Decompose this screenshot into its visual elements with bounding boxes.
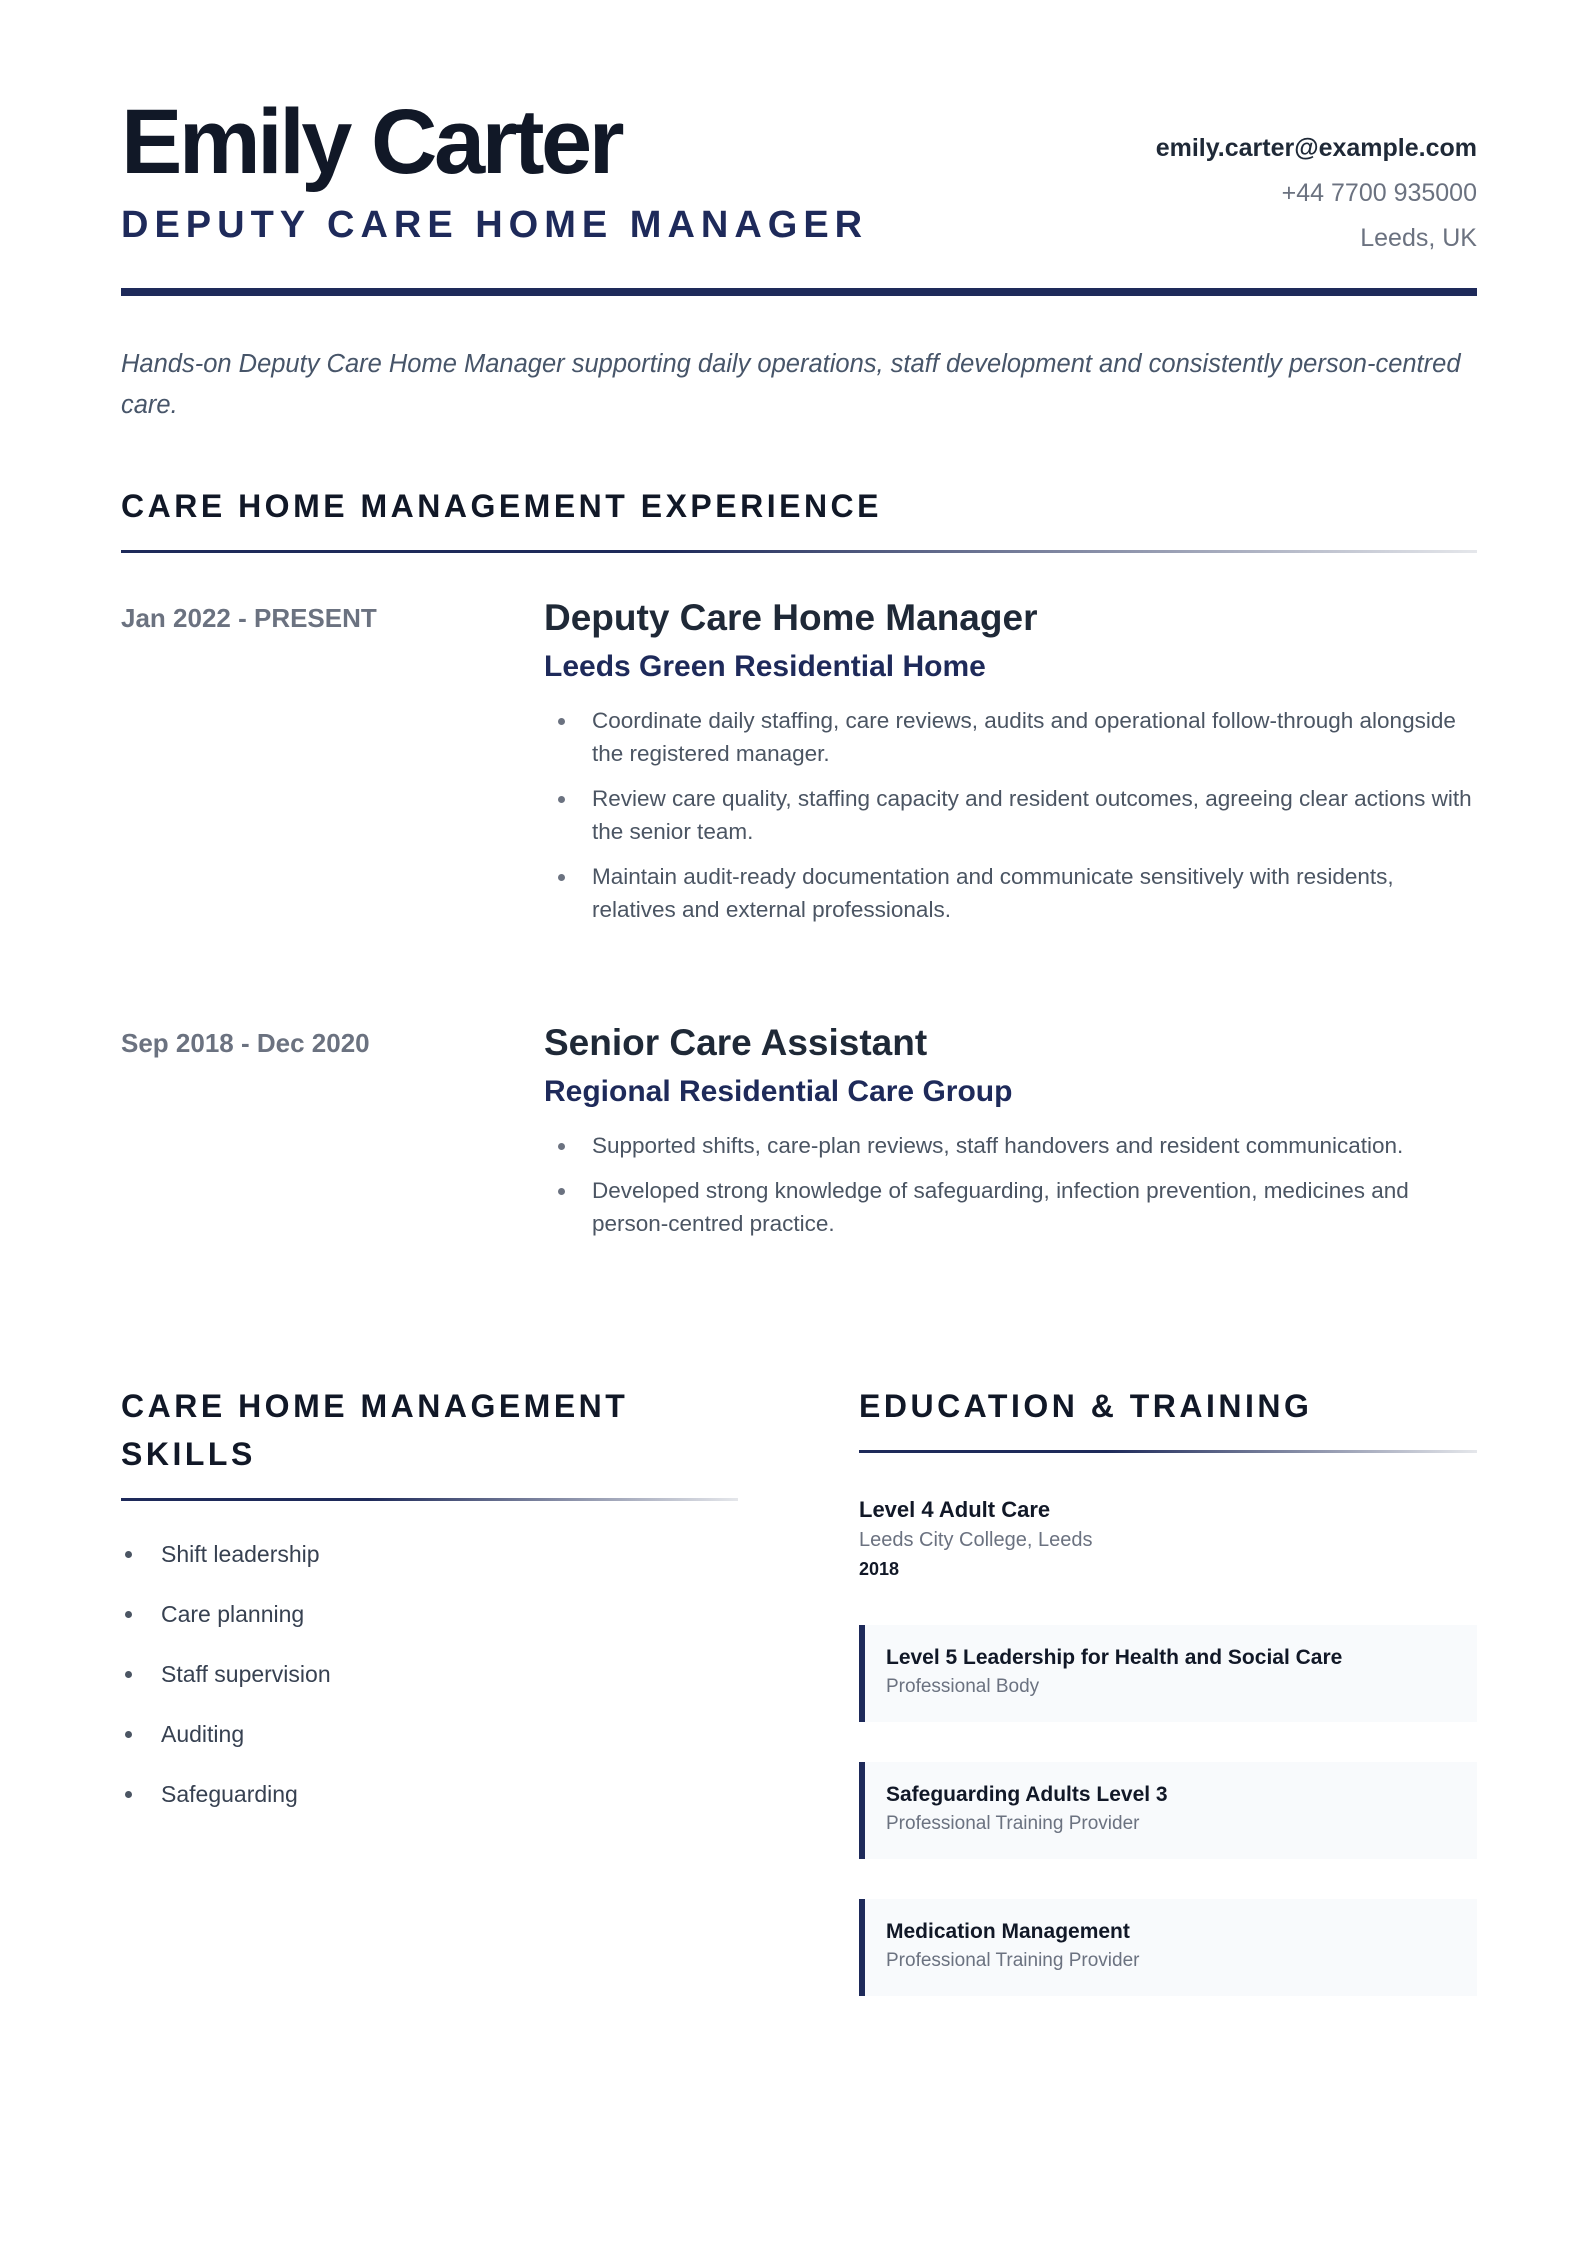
job-bullet: Developed strong knowledge of safeguarding, infection prevention, medicines and person-centred practice.	[544, 1174, 1477, 1240]
skill-item: Staff supervision	[121, 1657, 738, 1717]
certification-issuer: Professional Training Provider	[886, 1813, 1140, 1834]
certification-title: Safeguarding Adults Level 3	[886, 1783, 1168, 1806]
certification-issuer: Professional Training Provider	[886, 1950, 1140, 1971]
job-title: Deputy Care Home Manager	[544, 597, 1038, 638]
job-company: Leeds Green Residential Home	[544, 650, 986, 683]
certification-title: Level 5 Leadership for Health and Social Care	[886, 1646, 1343, 1669]
contact-email[interactable]: emily.carter@example.com	[1155, 134, 1477, 162]
job-bullets	[544, 1129, 1477, 1240]
skills-section	[121, 1382, 738, 1837]
education-section	[859, 1382, 1477, 1996]
experience-section	[121, 482, 1477, 1236]
job-bullets	[544, 704, 1477, 926]
skill-item: Safeguarding	[121, 1777, 738, 1837]
job-bullet: Supported shifts, care-plan reviews, staff handovers and resident communication.	[544, 1129, 1477, 1162]
certification-card	[859, 1762, 1477, 1859]
job-dates: Jan 2022 - PRESENT	[121, 603, 377, 633]
skills-divider	[121, 1498, 738, 1501]
profile-summary: Hands-on Deputy Care Home Manager supporting daily operations, staff development and consistently person-centred care.	[121, 350, 1461, 419]
contact-location: Leeds, UK	[1360, 224, 1477, 252]
job-dates: Sep 2018 - Dec 2020	[121, 1028, 370, 1058]
header-divider	[121, 288, 1477, 296]
contact-block	[1156, 132, 1477, 267]
contact-phone: +44 7700 935000	[1281, 179, 1477, 207]
experience-heading: CARE HOME MANAGEMENT EXPERIENCE	[121, 488, 882, 524]
skills-heading: CARE HOME MANAGEMENT SKILLS	[121, 1388, 629, 1472]
candidate-name: Emily Carter	[121, 91, 622, 193]
education-heading: EDUCATION & TRAINING	[859, 1388, 1313, 1424]
degree-entry	[859, 1495, 1477, 1583]
job-details	[544, 594, 1477, 938]
degree-institution: Leeds City College, Leeds	[859, 1529, 1093, 1551]
candidate-role: DEPUTY CARE HOME MANAGER	[121, 204, 869, 246]
experience-divider	[121, 550, 1477, 553]
resume-header	[121, 0, 1477, 296]
certification-issuer: Professional Body	[886, 1676, 1040, 1697]
job-company: Regional Residential Care Group	[544, 1075, 1013, 1108]
job-bullet: Coordinate daily staffing, care reviews, audits and operational follow-through alongside the registered manager.	[544, 704, 1477, 770]
certification-title: Medication Management	[886, 1920, 1130, 1943]
job-bullet: Review care quality, staffing capacity and resident outcomes, agreeing clear actions with the senior team.	[544, 782, 1477, 848]
job-details	[544, 1019, 1477, 1252]
resume-page	[121, 0, 1477, 1971]
skills-list	[121, 1537, 738, 1837]
education-divider	[859, 1450, 1477, 1453]
job-bullet: Maintain audit-ready documentation and communicate sensitively with residents, relatives and external professionals.	[544, 860, 1477, 926]
certification-card	[859, 1899, 1477, 1996]
job-title: Senior Care Assistant	[544, 1022, 928, 1063]
degree-title: Level 4 Adult Care	[859, 1497, 1051, 1522]
certification-card	[859, 1625, 1477, 1722]
skill-item: Care planning	[121, 1597, 738, 1657]
skill-item: Auditing	[121, 1717, 738, 1777]
skill-item: Shift leadership	[121, 1537, 738, 1597]
degree-year: 2018	[859, 1559, 900, 1579]
